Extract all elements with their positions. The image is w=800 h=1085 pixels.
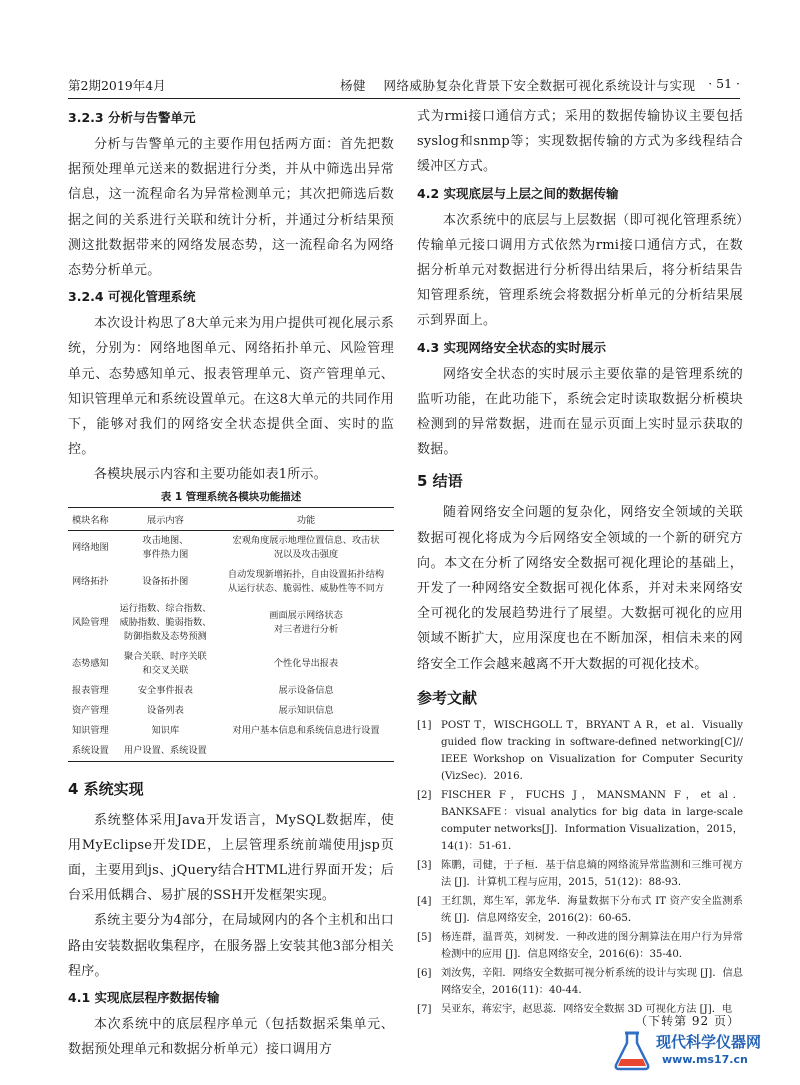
reference-item — [417, 929, 743, 963]
table-row — [68, 721, 394, 741]
table-cell-content: 设备列表 — [147, 704, 184, 716]
issue-date: 第2期2019年4月 — [68, 78, 166, 93]
reference-text: 吴亚东，蒋宏宇，赵思蕊．网络安全数据 3D 可视化方法 [J]．电 — [441, 1003, 733, 1015]
table-row — [68, 741, 394, 762]
table-cell-module: 网络地图 — [72, 541, 109, 553]
table-row — [68, 530, 394, 565]
watermark-title: 现代科学仪器网 — [656, 1033, 762, 1051]
running-title: 杨健 网络威胁复杂化背景下安全数据可视化系统设计与实现 — [340, 78, 696, 93]
table-cell-content: 聚合关联、时序关联 和交叉关联 — [124, 650, 207, 676]
reference-text: 王红凯，郑生军，郭龙华．海量数据下分布式 IT 资产安全监测系统 [J]．信息网络安全，2016(2)：60-65． — [441, 895, 743, 924]
section-4-2-paragraph: 本次系统中的底层与上层数据（即可视化管理系统）传输单元接口调用方式依然为rmi接口通信方式，在数据分析单元对数据进行分析得出结果后，将分析结果告知管理系统，管理系统会将数据分析单元的分析结果展示到界面上。 — [417, 212, 743, 329]
reference-number: [1] — [417, 719, 432, 731]
reference-text: FISCHER F，FUCHS J，MANSMANN F，et al．BANKSAFE：visual analytics for big data in large-scale computer networks[J]．Information Visualization，2015，14(1)：51-61． — [441, 789, 743, 852]
site-watermark[interactable] — [612, 1027, 780, 1073]
page-number: · 51 · — [708, 76, 740, 91]
table-cell-module: 资产管理 — [72, 704, 109, 716]
reference-text: POST T，WISCHGOLL T，BRYANT A R，et al．Visually guided flow tracking in software-defined networking[C]// IEEE Workshop on Visualization for Computer Security (VizSec)．2016． — [441, 719, 743, 782]
right-column — [417, 104, 743, 1020]
table-row — [68, 647, 394, 681]
table-row — [68, 599, 394, 647]
flask-logo-icon — [612, 1029, 652, 1071]
conclusion-paragraph: 随着网络安全问题的复杂化，网络安全领域的关联数据可视化将成为今后网络安全领域的一个新的研究方向。本文在分析了网络安全数据可视化理论的基础上，开发了一种网络安全数据可视化体系，并对未来网络安全可视化的发展趋势进行了展望。大数据可视化的应用领域不断扩大，应用深度也在不断加深，相信未来的网络安全工作会越来越离不开大数据的可视化技术。 — [417, 505, 743, 672]
section-4-2-title: 4.2 实现底层与上层之间的数据传输 — [417, 185, 619, 201]
table-cell-module: 态势感知 — [72, 657, 109, 669]
table-cell-module: 系统设置 — [72, 744, 109, 756]
reference-item — [417, 787, 743, 855]
reference-item — [417, 717, 743, 785]
reference-text: 杨连群，温晋英，刘树发．一种改进的图分割算法在用户行为异常检测中的应用 [J]．信息网络安全，2016(6)：35-40． — [441, 931, 743, 960]
reference-item — [417, 965, 743, 999]
table-cell-function: 宏观角度展示地理位置信息、攻击状 况以及攻击强度 — [232, 534, 380, 560]
table-cell-content: 知识库 — [151, 724, 180, 736]
section-3-2-3-title: 3.2.3 分析与告警单元 — [68, 110, 196, 125]
left-column — [68, 104, 394, 1062]
header-rule — [68, 98, 740, 99]
table-header-function: 功能 — [218, 507, 394, 530]
references-title: 参考文献 — [417, 688, 478, 707]
reference-number: [7] — [417, 1003, 432, 1015]
section-3-2-4-paragraph-2: 各模块展示内容和主要功能如表1所示。 — [94, 467, 327, 483]
reference-item — [417, 857, 743, 891]
section-3-2-4-title: 3.2.4 可视化管理系统 — [68, 289, 196, 305]
section-4-3-paragraph: 网络安全状态的实时展示主要依靠的是管理系统的监听功能，在此功能下，系统会定时读取数据分析模块检测到的异常数据，进而在显示页面上实时显示获取的数据。 — [417, 366, 743, 458]
table-header-content: 展示内容 — [113, 507, 218, 530]
table-cell-module: 网络拓扑 — [72, 575, 109, 587]
continued-note: （下转第 92 页） — [635, 1014, 740, 1028]
table-cell-module: 知识管理 — [72, 724, 109, 736]
table-cell-module: 报表管理 — [72, 684, 109, 696]
table-cell-module: 风险管理 — [72, 616, 109, 628]
table-cell-content: 设备拓扑图 — [142, 575, 189, 587]
table-cell-content: 攻击地图、 事件热力图 — [142, 534, 189, 560]
table-cell-content: 用户设置、系统设置 — [124, 744, 207, 756]
section-4-paragraph-1: 系统整体采用Java开发语言，MySQL数据库，使用MyEclipse开发IDE，上层管理系统前端使用jsp页面，主要用到js、jQuery结合HTML进行界面开发；后台采用低耦合、易扩展的SSH开发框架实现。 — [68, 812, 394, 904]
section-4-title: 4 系统实现 — [68, 779, 144, 798]
table-cell-function: 展示知识信息 — [278, 704, 334, 716]
reference-list — [417, 717, 743, 1018]
section-3-2-4-paragraph: 本次设计构思了8大单元来为用户提供可视化展示系统，分别为：网络地图单元、网络拓扑单元、风险管理单元、态势感知单元、报表管理单元、资产管理单元、知识管理单元和系统设置单元。在这8大单元的共同作用下，能够对我们的网络安全状态提供全面、实时的监控。 — [68, 316, 394, 458]
reference-text: 陈鹏，司健，于子桓．基于信息熵的网络流异常监测和三维可视方法 [J]．计算机工程与应用，2015，51(12)：88-93． — [441, 859, 743, 888]
module-table — [68, 507, 394, 762]
reference-number: [6] — [417, 967, 432, 979]
section-4-3-title: 4.3 实现网络安全状态的实时展示 — [417, 339, 606, 355]
table-cell-function: 个性化导出报表 — [273, 657, 339, 669]
table-cell-function — [218, 741, 394, 762]
table-cell-content: 运行指数、综合指数、 威胁指数、脆弱指数、 防御指数及态势预测 — [119, 602, 212, 642]
continued-paragraph: 式为rmi接口通信方式；采用的数据传输协议主要包括syslog和snmp等；实现数据传输的方式为多线程结合缓冲区方式。 — [417, 109, 743, 175]
watermark-url: www.ms17.cn — [662, 1053, 748, 1066]
section-3-2-3-paragraph: 分析与告警单元的主要作用包括两方面：首先把数据预处理单元送来的数据进行分类，并从中筛选出异常信息，这一流程命名为异常检测单元；其次把筛选后数据之间的关系进行关联和统计分析，并通过分析结果预测这批数据带来的网络发展态势，这一流程命名为网络态势分析单元。 — [68, 137, 394, 279]
table-cell-function: 对用户基本信息和系统信息进行设置 — [232, 724, 380, 736]
reference-text: 刘汝隽，辛阳．网络安全数据可视分析系统的设计与实现 [J]．信息网络安全，2016(11)：40-44． — [441, 967, 743, 996]
section-4-1-paragraph: 本次系统中的底层程序单元（包括数据采集单元、数据预处理单元和数据分析单元）接口调用方 — [68, 1017, 394, 1058]
reference-number: [5] — [417, 931, 432, 943]
running-header — [68, 76, 740, 96]
reference-number: [4] — [417, 895, 432, 907]
table-row — [68, 701, 394, 721]
table-cell-function: 自动发现新增拓扑，自由设置拓扑结构 从运行状态、脆弱性、威胁性等不同方 — [227, 568, 385, 594]
section-4-1-title: 4.1 实现底层程序数据传输 — [68, 990, 220, 1006]
section-4-paragraph-2: 系统主要分为4部分，在局域网内的各个主机和出口路由安装数据收集程序，在服务器上安装其他3部分相关程序。 — [68, 913, 394, 979]
table-row — [68, 565, 394, 599]
table-caption: 表 1 管理系统各模块功能描述 — [160, 490, 302, 503]
table-row — [68, 681, 394, 701]
reference-number: [3] — [417, 859, 432, 871]
section-5-title: 5 结语 — [417, 472, 463, 491]
table-cell-content: 安全事件报表 — [137, 684, 193, 696]
reference-item — [417, 893, 743, 927]
table-cell-function: 展示设备信息 — [278, 684, 334, 696]
reference-number: [2] — [417, 789, 432, 801]
table-cell-function: 画面展示网络状态 对三者进行分析 — [269, 609, 343, 635]
table-header-module: 模块名称 — [68, 507, 113, 530]
